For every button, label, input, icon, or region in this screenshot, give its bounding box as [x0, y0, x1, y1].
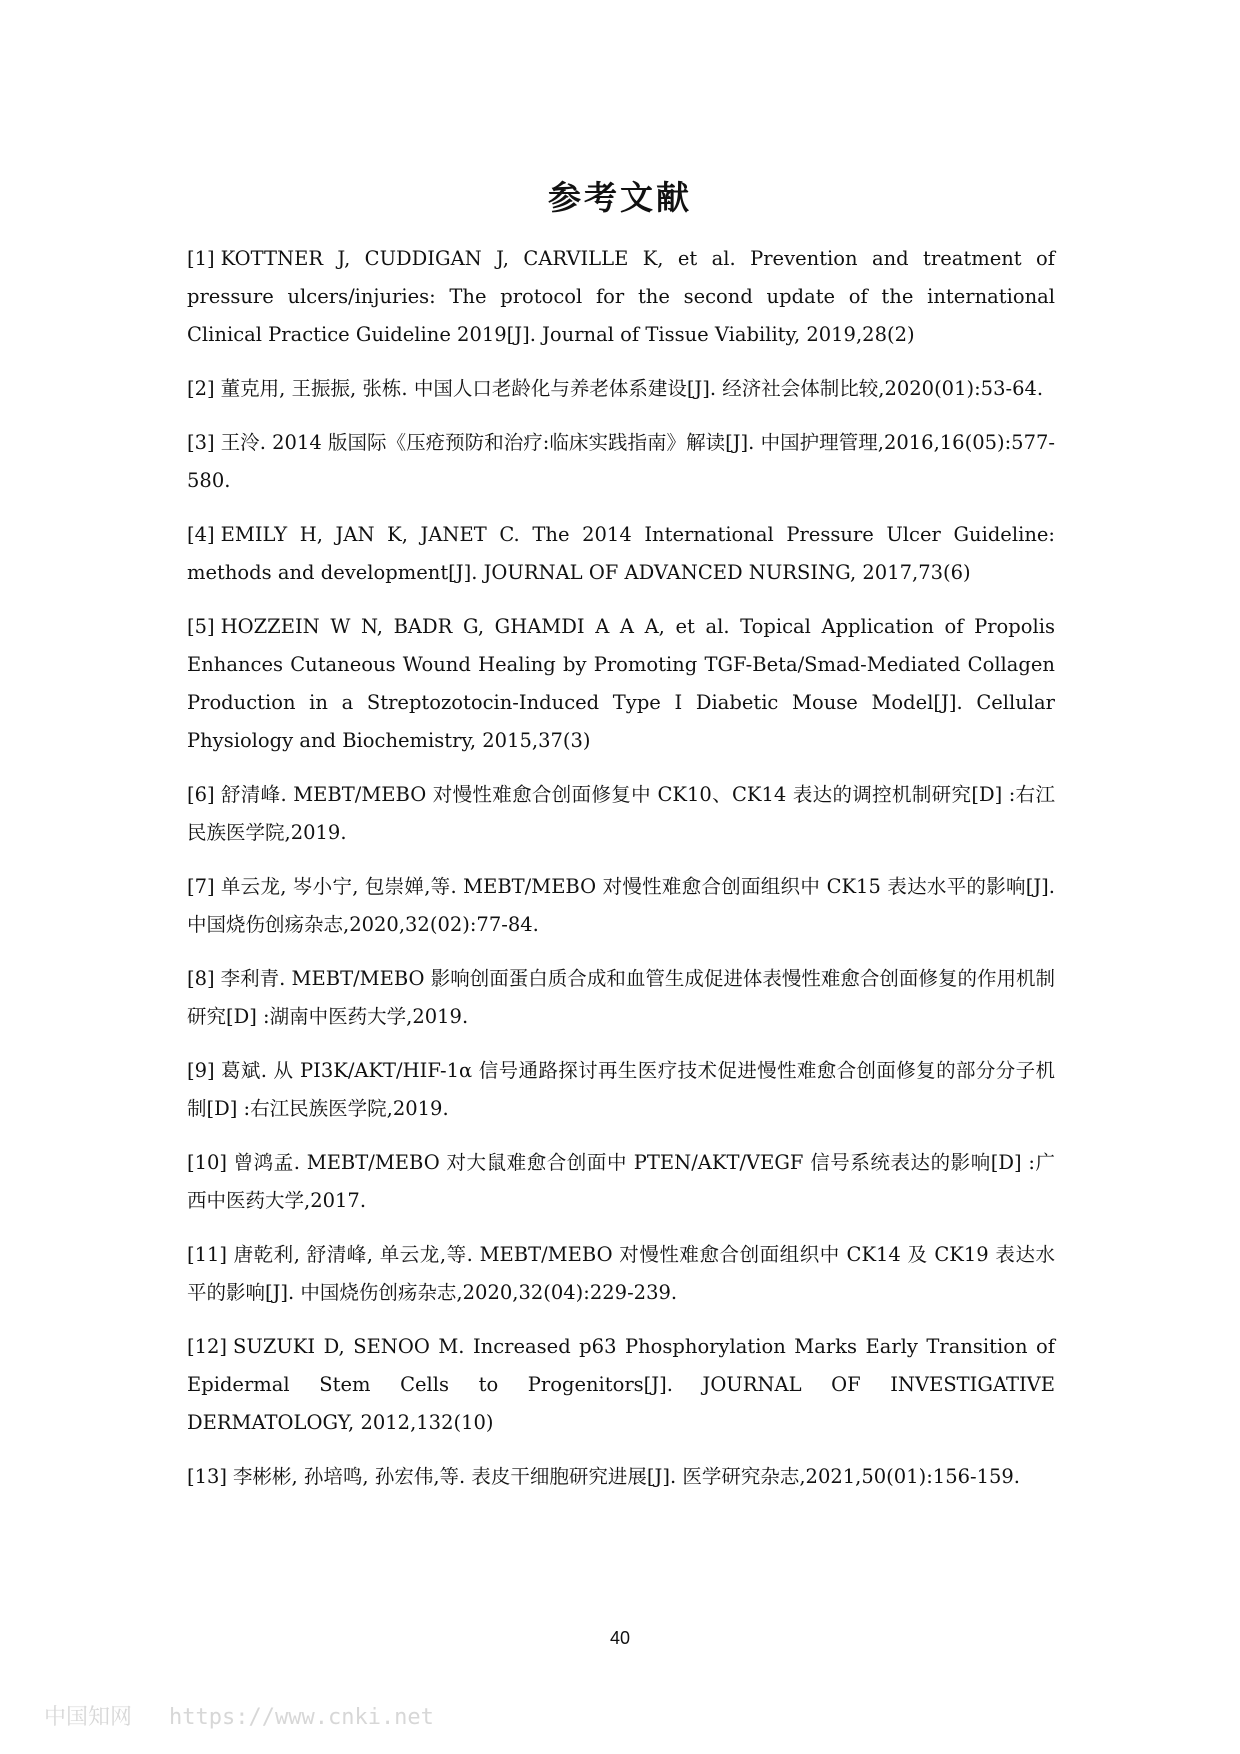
cnki-watermark — [44, 1700, 434, 1731]
reference-item — [187, 516, 1055, 592]
reference-number: [4] — [187, 523, 215, 546]
reference-text: 李利青. MEBT/MEBO 影响创面蛋白质合成和血管生成促进体表慢性难愈合创面修复的作用机制研究[D] :湖南中医药大学,2019. — [187, 967, 1055, 1028]
reference-number: [1] — [187, 247, 215, 270]
reference-item — [187, 1144, 1055, 1220]
reference-text: KOTTNER J, CUDDIGAN J, CARVILLE K, et al. Prevention and treatment of pressure ulcers/injuries: The protocol for the second update of the international Clinical Practice Guideline 2019[J]. Journal of Tissue Viability, 2019,28(2) — [187, 247, 1055, 346]
watermark-logo: 中国知网 — [44, 1705, 133, 1730]
reference-item — [187, 608, 1055, 760]
reference-number: [7] — [187, 875, 215, 898]
reference-number: [6] — [187, 783, 215, 806]
page-title: 参考文献 — [548, 178, 692, 217]
reference-number: [12] — [187, 1335, 228, 1358]
reference-number: [10] — [187, 1151, 228, 1174]
reference-text: 舒清峰. MEBT/MEBO 对慢性难愈合创面修复中 CK10、CK14 表达的调控机制研究[D] :右江民族医学院,2019. — [187, 783, 1055, 844]
reference-number: [5] — [187, 615, 215, 638]
reference-item — [187, 240, 1055, 354]
reference-text: 单云龙, 岑小宁, 包崇婵,等. MEBT/MEBO 对慢性难愈合创面组织中 CK15 表达水平的影响[J]. 中国烧伤创疡杂志,2020,32(02):77-84. — [187, 875, 1055, 936]
reference-item — [187, 1236, 1055, 1312]
reference-item — [187, 868, 1055, 944]
reference-text: 王泠. 2014 版国际《压疮预防和治疗:临床实践指南》解读[J]. 中国护理管理,2016,16(05):577-580. — [187, 431, 1055, 492]
reference-item — [187, 370, 1055, 408]
reference-item — [187, 424, 1055, 500]
page-number: 40 — [609, 1628, 631, 1648]
reference-text: HOZZEIN W N, BADR G, GHAMDI A A A, et al. Topical Application of Propolis Enhances Cutaneous Wound Healing by Promoting TGF-Beta/Smad-Mediated Collagen Production in a Streptozotocin-Induced Type I Diabetic Mouse Model[J]. Cellular Physiology and Biochemistry, 2015,37(3) — [187, 615, 1055, 752]
reference-list — [187, 240, 1055, 1512]
reference-text: 葛斌. 从 PI3K/AKT/HIF-1α 信号通路探讨再生医疗技术促进慢性难愈合创面修复的部分分子机制[D] :右江民族医学院,2019. — [187, 1059, 1055, 1120]
reference-text: SUZUKI D, SENOO M. Increased p63 Phosphorylation Marks Early Transition of Epidermal Stem Cells to Progenitors[J]. JOURNAL OF INVESTIGATIVE DERMATOLOGY, 2012,132(10) — [187, 1335, 1055, 1434]
reference-text: 曾鸿孟. MEBT/MEBO 对大鼠难愈合创面中 PTEN/AKT/VEGF 信号系统表达的影响[D] :广西中医药大学,2017. — [187, 1151, 1055, 1212]
reference-text: 董克用, 王振振, 张栋. 中国人口老龄化与养老体系建设[J]. 经济社会体制比较,2020(01):53-64. — [220, 377, 1044, 400]
reference-item — [187, 1328, 1055, 1442]
reference-text: EMILY H, JAN K, JANET C. The 2014 International Pressure Ulcer Guideline: methods and development[J]. JOURNAL OF ADVANCED NURSING, 2017,73(6) — [187, 523, 1055, 584]
reference-number: [3] — [187, 431, 215, 454]
reference-number: [9] — [187, 1059, 215, 1082]
reference-item — [187, 776, 1055, 852]
reference-text: 唐乾利, 舒清峰, 单云龙,等. MEBT/MEBO 对慢性难愈合创面组织中 CK14 及 CK19 表达水平的影响[J]. 中国烧伤创疡杂志,2020,32(04):229-239. — [187, 1243, 1055, 1304]
reference-number: [2] — [187, 377, 215, 400]
reference-item — [187, 960, 1055, 1036]
reference-number: [13] — [187, 1465, 228, 1488]
reference-item — [187, 1052, 1055, 1128]
watermark-url: https://www.cnki.net — [169, 1705, 434, 1730]
reference-text: 李彬彬, 孙培鸣, 孙宏伟,等. 表皮干细胞研究进展[J]. 医学研究杂志,2021,50(01):156-159. — [233, 1465, 1021, 1488]
reference-item — [187, 1458, 1055, 1496]
reference-number: [8] — [187, 967, 215, 990]
reference-number: [11] — [187, 1243, 228, 1266]
